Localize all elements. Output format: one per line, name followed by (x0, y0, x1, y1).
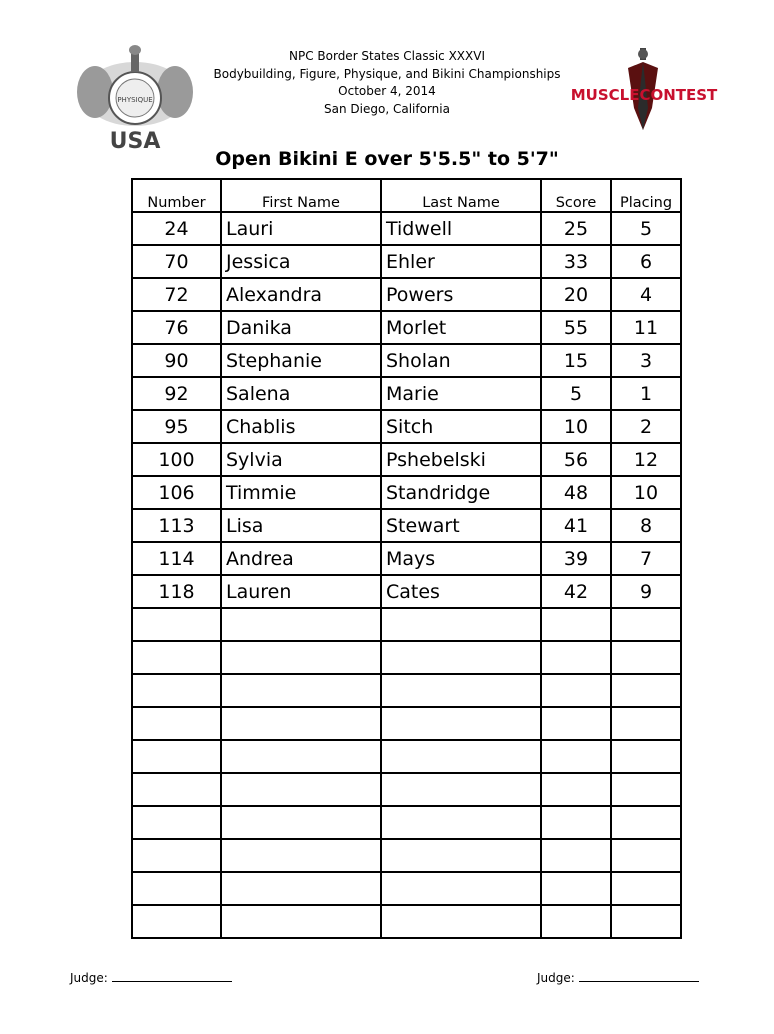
cell-number: 106 (132, 476, 221, 509)
cell-last-name (381, 872, 541, 905)
cell-last-name: Mays (381, 542, 541, 575)
cell-placing: 7 (611, 542, 681, 575)
cell-first-name: Stephanie (221, 344, 381, 377)
cell-placing: 8 (611, 509, 681, 542)
cell-score (541, 707, 611, 740)
cell-first-name: Salena (221, 377, 381, 410)
cell-number: 90 (132, 344, 221, 377)
cell-score (541, 905, 611, 938)
cell-first-name: Timmie (221, 476, 381, 509)
table-row (132, 575, 681, 608)
event-subtitle: Bodybuilding, Figure, Physique, and Bikini Championships (213, 66, 561, 81)
cell-last-name (381, 773, 541, 806)
cell-score: 41 (541, 509, 611, 542)
cell-number: 118 (132, 575, 221, 608)
svg-text:MUSCLECONTEST: MUSCLECONTEST (570, 86, 718, 104)
cell-placing (611, 773, 681, 806)
svg-text:USA: USA (109, 129, 161, 154)
cell-last-name: Powers (381, 278, 541, 311)
cell-number (132, 872, 221, 905)
table-row (132, 212, 681, 245)
cell-score: 39 (541, 542, 611, 575)
cell-score: 20 (541, 278, 611, 311)
cell-score: 56 (541, 443, 611, 476)
table-row (132, 740, 681, 773)
cell-placing (611, 806, 681, 839)
cell-score: 48 (541, 476, 611, 509)
header-placing: Placing (611, 179, 681, 212)
cell-placing: 1 (611, 377, 681, 410)
cell-number (132, 674, 221, 707)
cell-score: 42 (541, 575, 611, 608)
cell-last-name: Standridge (381, 476, 541, 509)
cell-first-name (221, 872, 381, 905)
judge-signature-left (70, 970, 232, 985)
table-row (132, 905, 681, 938)
cell-last-name (381, 806, 541, 839)
cell-first-name (221, 608, 381, 641)
cell-last-name: Tidwell (381, 212, 541, 245)
cell-score (541, 872, 611, 905)
cell-first-name (221, 905, 381, 938)
cell-last-name (381, 905, 541, 938)
cell-number (132, 641, 221, 674)
cell-score: 15 (541, 344, 611, 377)
cell-last-name (381, 674, 541, 707)
signature-line (579, 970, 699, 982)
table-row (132, 344, 681, 377)
header-first-name: First Name (221, 179, 381, 212)
cell-first-name: Sylvia (221, 443, 381, 476)
cell-first-name (221, 641, 381, 674)
cell-first-name: Danika (221, 311, 381, 344)
header-number: Number (132, 179, 221, 212)
cell-number: 114 (132, 542, 221, 575)
cell-number (132, 608, 221, 641)
cell-number: 76 (132, 311, 221, 344)
cell-placing (611, 740, 681, 773)
header-last-name: Last Name (381, 179, 541, 212)
cell-number (132, 773, 221, 806)
table-row (132, 410, 681, 443)
class-title: Open Bikini E over 5'5.5" to 5'7" (215, 148, 559, 170)
cell-score: 10 (541, 410, 611, 443)
cell-placing: 4 (611, 278, 681, 311)
table-row (132, 608, 681, 641)
cell-placing (611, 674, 681, 707)
table-row (132, 806, 681, 839)
cell-last-name: Stewart (381, 509, 541, 542)
cell-first-name (221, 740, 381, 773)
cell-last-name: Cates (381, 575, 541, 608)
cell-score: 5 (541, 377, 611, 410)
judge-label: Judge: (70, 971, 108, 985)
results-table (131, 178, 682, 939)
table-row (132, 245, 681, 278)
cell-score: 33 (541, 245, 611, 278)
table-row (132, 839, 681, 872)
judge-label: Judge: (537, 971, 575, 985)
table-row (132, 476, 681, 509)
cell-placing (611, 905, 681, 938)
cell-score (541, 773, 611, 806)
cell-placing (611, 608, 681, 641)
cell-placing: 12 (611, 443, 681, 476)
svg-text:PHYSIQUE: PHYSIQUE (117, 96, 153, 104)
cell-number (132, 707, 221, 740)
table-row (132, 443, 681, 476)
cell-first-name: Alexandra (221, 278, 381, 311)
cell-last-name: Marie (381, 377, 541, 410)
table-row (132, 674, 681, 707)
cell-score (541, 641, 611, 674)
cell-placing: 6 (611, 245, 681, 278)
cell-first-name (221, 773, 381, 806)
cell-first-name (221, 674, 381, 707)
cell-placing (611, 707, 681, 740)
cell-placing: 10 (611, 476, 681, 509)
table-row (132, 311, 681, 344)
cell-placing: 9 (611, 575, 681, 608)
cell-number: 24 (132, 212, 221, 245)
cell-first-name: Lauren (221, 575, 381, 608)
cell-score (541, 608, 611, 641)
table-row (132, 509, 681, 542)
cell-first-name: Chablis (221, 410, 381, 443)
cell-score: 25 (541, 212, 611, 245)
cell-first-name: Lisa (221, 509, 381, 542)
table-row (132, 773, 681, 806)
cell-placing: 5 (611, 212, 681, 245)
cell-placing (611, 839, 681, 872)
table-row (132, 641, 681, 674)
event-location: San Diego, California (324, 101, 450, 116)
header-score: Score (541, 179, 611, 212)
cell-last-name (381, 641, 541, 674)
cell-placing (611, 872, 681, 905)
cell-score (541, 806, 611, 839)
event-date: October 4, 2014 (338, 84, 436, 98)
cell-placing: 11 (611, 311, 681, 344)
cell-score (541, 839, 611, 872)
cell-last-name: Sholan (381, 344, 541, 377)
cell-placing (611, 641, 681, 674)
cell-first-name: Andrea (221, 542, 381, 575)
cell-number (132, 806, 221, 839)
judge-signature-right (537, 970, 699, 985)
event-name: NPC Border States Classic XXXVI (288, 49, 485, 63)
cell-number (132, 740, 221, 773)
cell-number: 72 (132, 278, 221, 311)
cell-last-name (381, 608, 541, 641)
cell-first-name: Jessica (221, 245, 381, 278)
table-row (132, 707, 681, 740)
cell-number: 70 (132, 245, 221, 278)
cell-score (541, 674, 611, 707)
cell-last-name (381, 707, 541, 740)
event-header (0, 48, 774, 118)
cell-placing: 3 (611, 344, 681, 377)
cell-number (132, 905, 221, 938)
cell-number: 92 (132, 377, 221, 410)
cell-number: 113 (132, 509, 221, 542)
cell-last-name (381, 839, 541, 872)
cell-last-name (381, 740, 541, 773)
cell-first-name (221, 806, 381, 839)
cell-last-name: Sitch (381, 410, 541, 443)
table-row (132, 872, 681, 905)
table-row (132, 542, 681, 575)
table-row (132, 377, 681, 410)
cell-number: 95 (132, 410, 221, 443)
cell-first-name (221, 839, 381, 872)
cell-last-name: Morlet (381, 311, 541, 344)
table-header-row (132, 179, 681, 212)
cell-last-name: Pshebelski (381, 443, 541, 476)
signature-line (112, 970, 232, 982)
cell-number (132, 839, 221, 872)
cell-score (541, 740, 611, 773)
cell-first-name (221, 707, 381, 740)
cell-first-name: Lauri (221, 212, 381, 245)
cell-last-name: Ehler (381, 245, 541, 278)
cell-placing: 2 (611, 410, 681, 443)
table-row (132, 278, 681, 311)
cell-score: 55 (541, 311, 611, 344)
cell-number: 100 (132, 443, 221, 476)
